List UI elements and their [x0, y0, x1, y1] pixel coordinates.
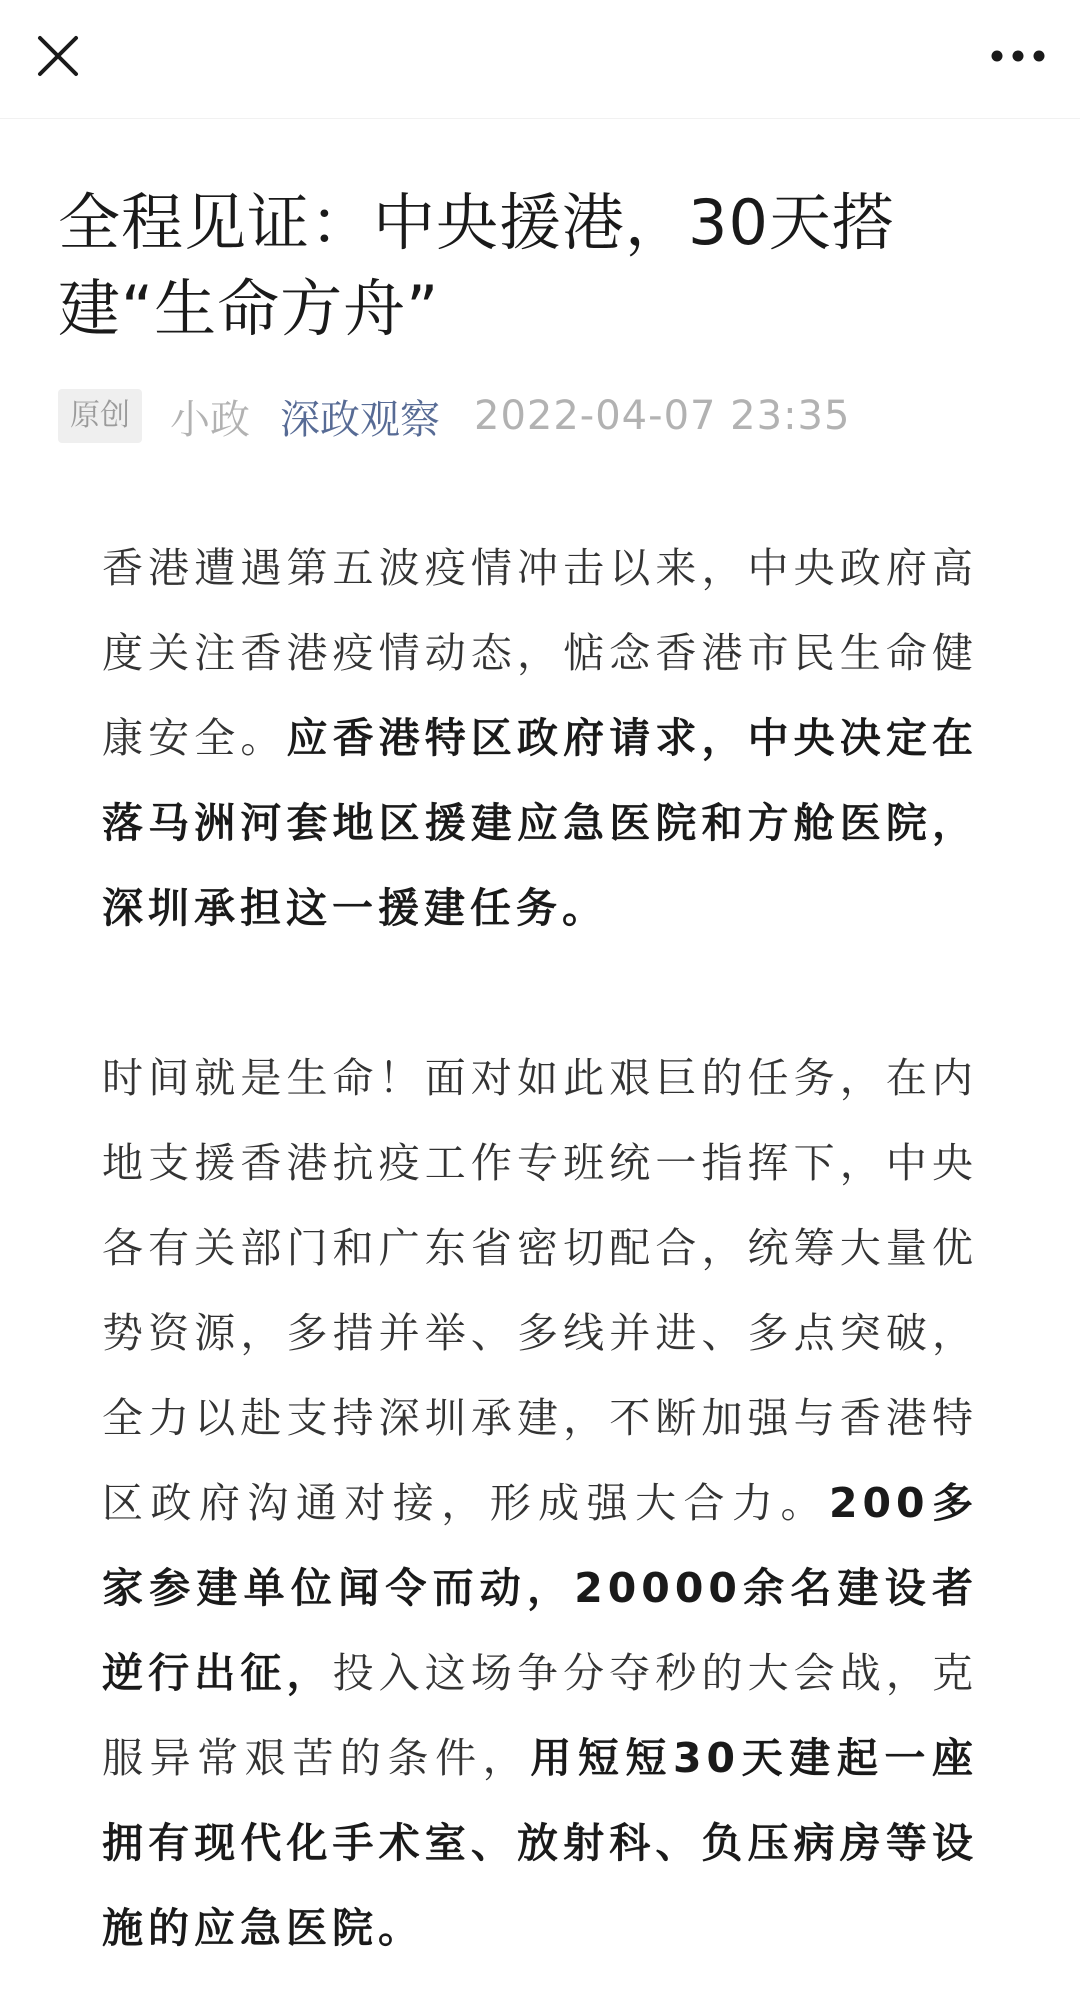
article-meta — [58, 388, 1022, 444]
publish-date: 2022-04-07 23:35 — [474, 393, 851, 439]
paragraph-2-bold-2: 用短短30天建起一座拥有现代化手术室、放射科、负压病房等设施的应急医院。 — [102, 1734, 978, 1952]
close-button[interactable] — [24, 22, 92, 90]
paragraph-1-text: 香港遭遇第五波疫情冲击以来，中央政府高度关注香港疫情动态，惦念香港市民生命健康安全。 — [102, 544, 978, 762]
more-icon — [990, 49, 1046, 63]
close-icon — [36, 34, 80, 78]
paragraph-2-text-2: 投入这场争分夺秒的大会战，克服异常艰苦的条件， — [102, 1649, 979, 1782]
article-paragraph-1 — [102, 526, 978, 951]
paragraph-1-bold: 应香港特区政府请求，中央决定在落马洲河套地区援建应急医院和方舱医院，深圳承担这一援建任务。 — [102, 714, 979, 932]
article — [0, 118, 1080, 1971]
article-title: 全程见证：中央援港，30天搭建“生命方舟” — [58, 186, 895, 345]
original-badge: 原创 — [58, 389, 142, 443]
more-button[interactable] — [980, 22, 1056, 90]
article-paragraph-2 — [102, 1036, 978, 1971]
paragraph-2-bold-1: 200多家参建单位闻令而动，20000余名建设者逆行出征， — [102, 1479, 978, 1697]
paragraph-2-text-1: 时间就是生命！面对如此艰巨的任务，在内地支援香港抗疫工作专班统一指挥下，中央各有关部门和广东省密切配合，统筹大量优势资源，多措并举、多线并进、多点突破，全力以赴支持深圳承建，不断加强与香港特区政府沟通对接，形成强大合力。 — [102, 1054, 978, 1527]
account-name-link[interactable]: 深政观察 — [280, 396, 440, 443]
top-nav-bar — [0, 0, 1080, 119]
author-name: 小政 — [170, 396, 250, 443]
